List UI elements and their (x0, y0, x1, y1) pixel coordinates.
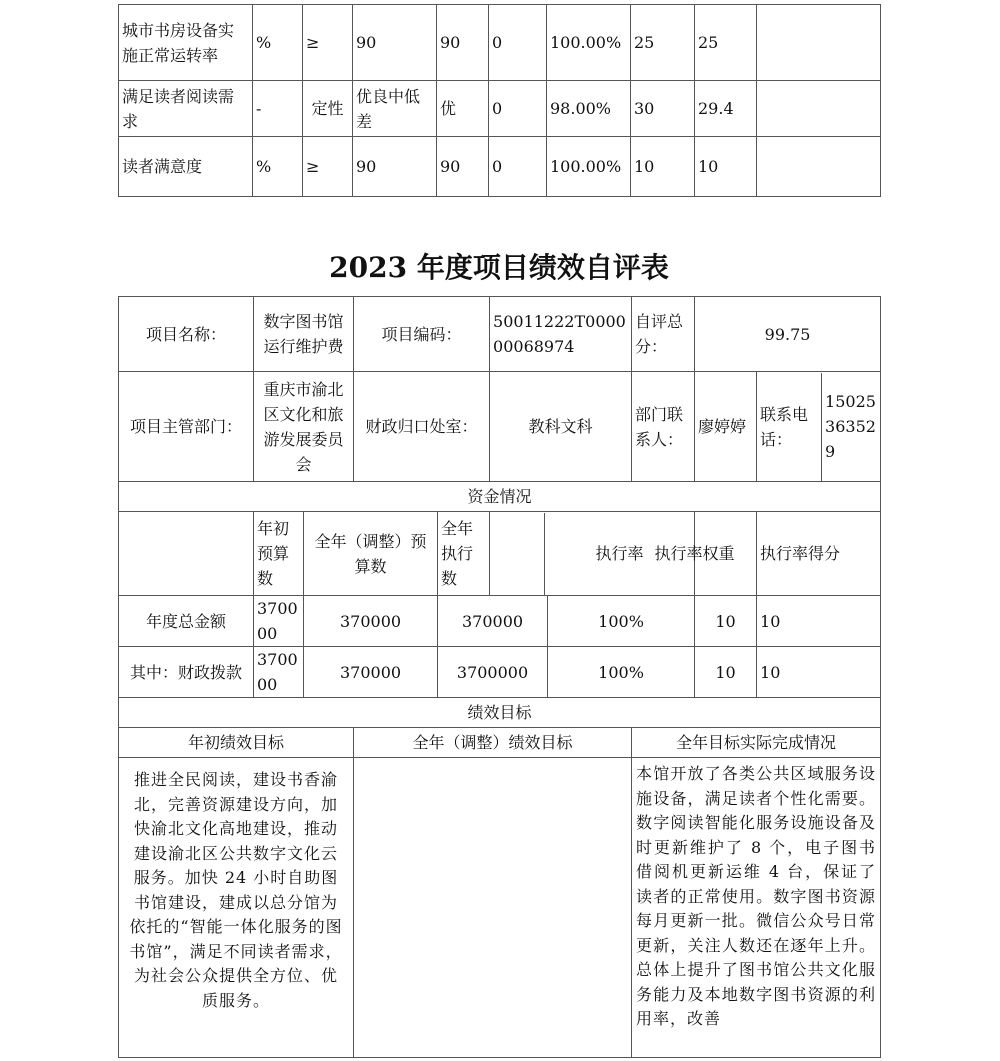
indicator-target: 90 (353, 5, 437, 81)
indicator-actual: 90 (437, 137, 489, 197)
funds-row-label: 年度总金额 (119, 596, 254, 647)
indicator-name: 满足读者阅读需求 (119, 81, 253, 137)
funds-score: 10 (757, 647, 881, 698)
department-label: 项目主管部门： (119, 372, 254, 482)
goals-section-title: 绩效目标 (119, 698, 881, 728)
indicator-rate: 98.00% (547, 81, 631, 137)
funds-rate: 100% (548, 596, 695, 647)
funds-weight: 10 (695, 647, 757, 698)
funds-header-row (119, 512, 881, 596)
table-row (119, 81, 881, 137)
project-code: 50011222T000000068974 (490, 297, 632, 372)
self-score-label: 自评总分： (632, 297, 695, 372)
funds-adjusted: 370000 (304, 596, 438, 647)
funds-adjusted-header: 全年（调整）预算数 (304, 512, 438, 596)
indicator-table (118, 4, 881, 197)
funds-executed-header: 全年执行数 (438, 512, 490, 596)
funds-initial: 370000 (254, 647, 304, 698)
funds-blank-header (490, 513, 545, 595)
indicator-target: 优良中低差 (353, 81, 437, 137)
phone-cell (757, 372, 881, 482)
funds-row-label: 其中：财政拨款 (119, 647, 254, 698)
funds-initial: 370000 (254, 596, 304, 647)
funds-adjusted: 370000 (304, 647, 438, 698)
indicator-rate: 100.00% (547, 137, 631, 197)
goals-initial-text: 推进全民阅读，建设书香渝北，完善资源建设方向，加快渝北文化高地建设，推动建设渝北区公共数字文化云服务。加快 24 小时自助图书馆建设，建成以总分馆为依托的“智能一体化服务的图书馆”，满足不同读者需求，为社会公众提供全方位、优质服务。 (119, 758, 354, 1058)
project-name-label: 项目名称： (119, 297, 254, 372)
funds-executed: 3700000 (438, 647, 548, 698)
page-title: 2023 年度项目绩效自评表 (329, 251, 669, 284)
indicator-score: 10 (695, 137, 757, 197)
indicator-actual: 优 (437, 81, 489, 137)
funds-weight-header-cell (654, 512, 757, 596)
goals-adjusted-header: 全年（调整）绩效目标 (354, 728, 632, 758)
self-score: 99.75 (695, 297, 881, 372)
indicator-unit: - (253, 81, 303, 137)
department-info-row (119, 372, 881, 482)
table-row (119, 647, 881, 698)
indicator-score: 29.4 (695, 81, 757, 137)
goals-initial-header: 年初绩效目标 (119, 728, 354, 758)
funds-executed: 370000 (438, 596, 548, 647)
goals-header-row (119, 728, 881, 758)
goals-actual-text: 本馆开放了各类公共区域服务设施设备，满足读者个性化需要。数字阅读智能化服务设施设备及时更新维护了 8 个，电子图书借阅机更新运维 4 台，保证了读者的正常使用。数字图书资源每月更新一批。微信公众号日常更新，关注人数还在逐年上升。总体上提升了图书馆公共文化服务能力及本地数字图书资源的利用率，改善 (632, 758, 881, 1058)
funds-score-header: 执行率得分 (757, 512, 881, 596)
indicator-name: 城市书房设备实施正常运转率 (119, 5, 253, 81)
contact-person: 廖婷婷 (695, 372, 757, 482)
phone-label: 联系电话： (757, 373, 822, 481)
project-name: 数字图书馆运行维护费 (254, 297, 354, 372)
goals-adjusted-text (354, 758, 632, 1058)
department: 重庆市渝北区文化和旅游发展委员会 (254, 372, 354, 482)
indicator-weight: 10 (631, 137, 695, 197)
section-header-row (119, 482, 881, 512)
finance-office-label: 财政归口处室： (354, 372, 490, 482)
funds-empty-header (119, 512, 254, 596)
phone-number: 15025363529 (825, 392, 876, 461)
funds-rate: 100% (548, 647, 695, 698)
funds-section-title: 资金情况 (119, 482, 881, 512)
table-row (119, 5, 881, 81)
indicator-name: 读者满意度 (119, 137, 253, 197)
table-row (119, 137, 881, 197)
evaluation-table (118, 296, 881, 1058)
section-header-row (119, 698, 881, 728)
indicator-unit: % (253, 5, 303, 81)
indicator-note (757, 5, 881, 81)
indicator-operator: ≥ (303, 5, 353, 81)
indicator-operator: 定性 (303, 81, 353, 137)
project-code-label: 项目编码： (354, 297, 490, 372)
contact-label: 部门联系人： (632, 372, 695, 482)
funds-weight-header: 执行率权重 (654, 544, 735, 563)
funds-initial-header: 年初预算数 (254, 512, 304, 596)
funds-rate-header: 执行率 (595, 544, 644, 563)
indicator-rate: 100.00% (547, 5, 631, 81)
indicator-unit: % (253, 137, 303, 197)
indicator-actual: 90 (437, 5, 489, 81)
indicator-deviation: 0 (489, 5, 547, 81)
project-info-row (119, 297, 881, 372)
table-row (119, 596, 881, 647)
indicator-note (757, 137, 881, 197)
funds-weight: 10 (695, 596, 757, 647)
indicator-weight: 25 (631, 5, 695, 81)
goals-actual-header: 全年目标实际完成情况 (632, 728, 881, 758)
indicator-deviation: 0 (489, 137, 547, 197)
indicator-target: 90 (353, 137, 437, 197)
indicator-operator: ≥ (303, 137, 353, 197)
indicator-note (757, 81, 881, 137)
finance-office: 教科文科 (490, 372, 632, 482)
indicator-deviation: 0 (489, 81, 547, 137)
indicator-weight: 30 (631, 81, 695, 137)
indicator-score: 25 (695, 5, 757, 81)
funds-score: 10 (757, 596, 881, 647)
goals-content-row (119, 758, 881, 1058)
